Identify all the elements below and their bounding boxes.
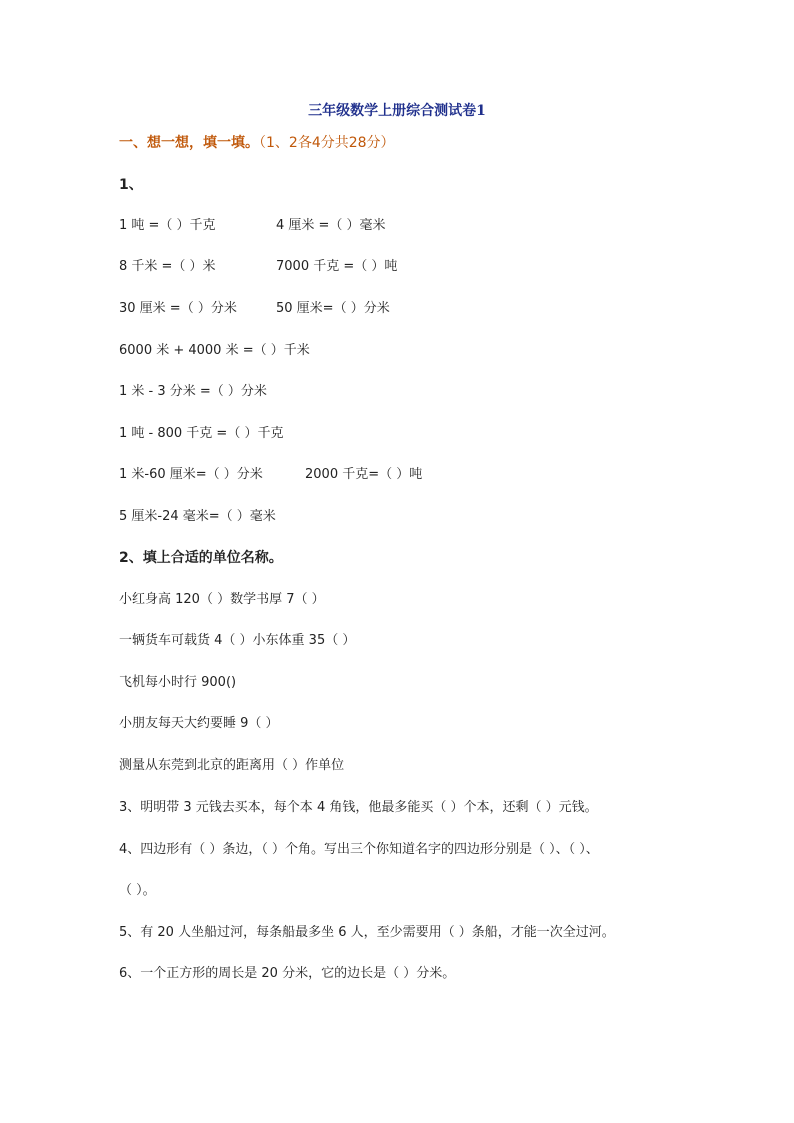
q1-line-2 — [119, 258, 398, 276]
q2-line-3: 飞机每小时行 900() — [119, 675, 237, 690]
q1-line-3-a: 30 厘米 =（ ）分米 — [119, 301, 237, 316]
q1-line-7-a: 1 米-60 厘米=（ ）分米 — [119, 467, 263, 482]
q1-line-5: 1 米 - 3 分米 =（ ）分米 — [119, 384, 267, 399]
q1-line-2-a: 8 千米 =（ ）米 — [119, 259, 216, 274]
q1-line-1-a: 1 吨 =（ ）千克 — [119, 218, 216, 233]
q1-line-7-b: 2000 千克=（ ）吨 — [305, 467, 423, 482]
q1-line-4: 6000 米 + 4000 米 =（ ）千米 — [119, 343, 310, 358]
q2-line-1: 小红身高 120（ ）数学书厚 7（ ） — [119, 592, 325, 607]
q1-line-2-b: 7000 千克 =（ ）吨 — [276, 259, 398, 274]
question-6: 6、一个正方形的周长是 20 分米，它的边长是（ ）分米。 — [119, 966, 456, 981]
section-1-heading-text: 一、想一想，填一填。 — [119, 135, 259, 151]
question-1-label: 1、 — [119, 177, 143, 193]
section-1-heading — [119, 134, 395, 152]
question-2-label: 2、填上合适的单位名称。 — [119, 550, 283, 566]
q1-line-3-b: 50 厘米=（ ）分米 — [276, 301, 390, 316]
q1-line-3 — [119, 300, 390, 318]
q1-line-1-b: 4 厘米 =（ ）毫米 — [276, 218, 386, 233]
section-1-points: （1、2各4分共28分） — [259, 135, 395, 151]
question-4-line-1: 4、四边形有（ ）条边，（ ）个角。写出三个你知道名字的四边形分别是（ ）、（ ）、 — [119, 842, 599, 857]
question-4-line-2: （ ）。 — [119, 883, 156, 898]
question-3: 3、明明带 3 元钱去买本，每个本 4 角钱，他最多能买（ ）个本，还剩（ ）元钱。 — [119, 800, 598, 815]
q2-line-4: 小朋友每天大约要睡 9（ ） — [119, 716, 279, 731]
q1-line-8: 5 厘米-24 毫米=（ ）毫米 — [119, 509, 276, 524]
q1-line-6: 1 吨 - 800 千克 =（ ）千克 — [119, 426, 284, 441]
page-title: 三年级数学上册综合测试卷1 — [308, 103, 486, 119]
q1-line-1 — [119, 217, 386, 235]
question-5: 5、有 20 人坐船过河，每条船最多坐 6 人，至少需要用（ ）条船，才能一次全过河。 — [119, 925, 615, 940]
q2-line-5: 测量从东莞到北京的距离用（ ）作单位 — [119, 758, 345, 773]
q1-line-7 — [119, 466, 423, 484]
q2-line-2: 一辆货车可载货 4（ ）小东体重 35（ ） — [119, 633, 356, 648]
